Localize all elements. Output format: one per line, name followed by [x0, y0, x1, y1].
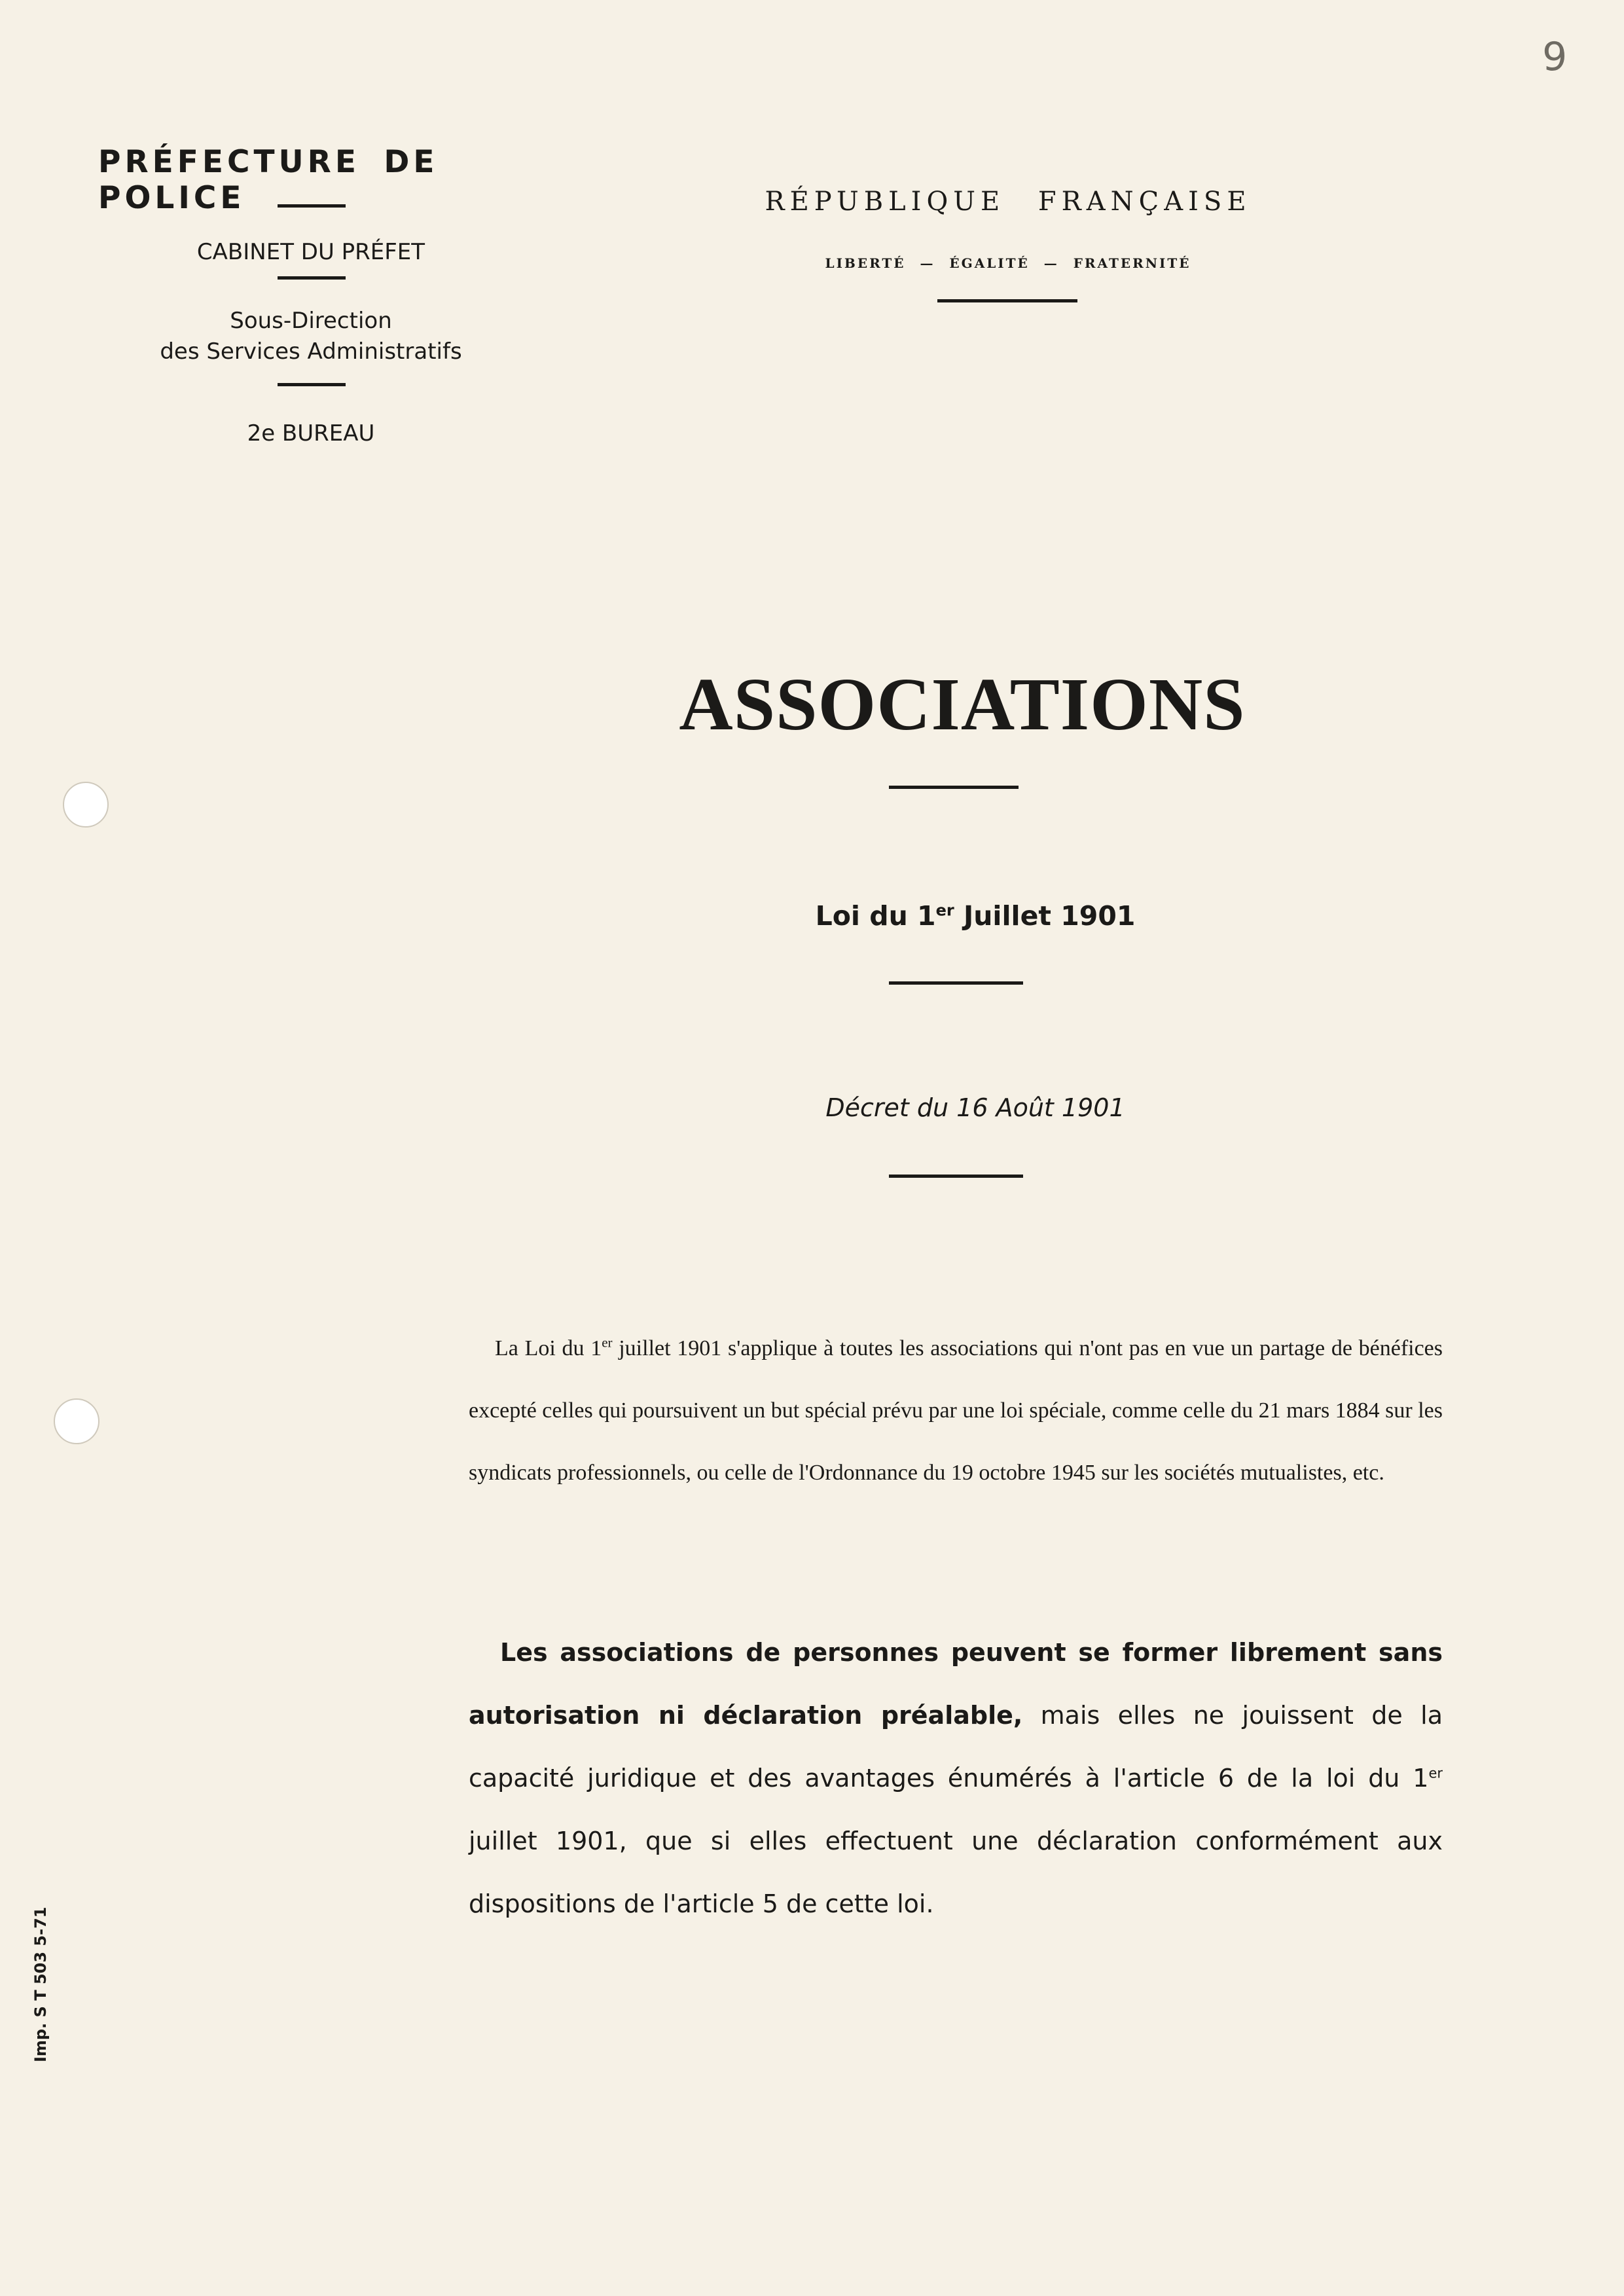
page-number: 9 [1542, 34, 1568, 80]
rule-under-decree [889, 1175, 1023, 1178]
rule-under-title [889, 786, 1019, 789]
cabinet-label: CABINET DU PRÉFET [196, 239, 425, 265]
devise-line: LIBERTÉ — ÉGALITÉ — FRATERNITÉ [825, 255, 1191, 271]
punch-hole-top [63, 782, 109, 828]
rule-under-devise [937, 299, 1077, 302]
imprint-code: Imp. S T 503 5-71 [31, 1906, 50, 2062]
paragraph1-text-a: La Loi du 1 [495, 1336, 602, 1360]
paragraph1-superscript: er [602, 1334, 613, 1351]
paragraph-scope [469, 1317, 1443, 1504]
rule-under-cabinet [278, 276, 346, 280]
bureau-label: 2e BUREAU [247, 420, 375, 446]
paragraph2-text-a: mais elles ne jouissent de la capacité juridique et des avantages énumérés à l'article 6 de la loi du 1 [469, 1701, 1443, 1793]
paragraph2-text-b: juillet 1901, que si elles effectuent une déclaration conformément aux dispositions de l'article 5 de cette loi. [469, 1827, 1443, 1918]
law-text-after: Juillet 1901 [954, 900, 1136, 932]
prefecture-title: PRÉFECTURE DE POLICE [98, 144, 439, 216]
rule-under-prefecture [278, 204, 346, 208]
sous-direction-line1: Sous-Direction [230, 308, 392, 334]
law-superscript: er [935, 901, 954, 920]
sous-direction-line2: des Services Administratifs [160, 338, 462, 365]
paragraph2-superscript: er [1428, 1765, 1443, 1781]
paragraph2-bold-text: Les associations de personnes peuvent se former librement sans autorisation ni déclaration préalable, [469, 1638, 1443, 1730]
law-subtitle [687, 900, 1263, 932]
decree-subtitle: Décret du 16 Août 1901 [825, 1093, 1125, 1122]
law-text-before: Loi du 1 [815, 900, 936, 932]
paragraph1-text-b: juillet 1901 s'applique à toutes les associations qui n'ont pas en vue un partage de bénéfices excepté celles qui poursuivent un but spécial prévu par une loi spéciale, comme celle du 21 mars 1884 sur les syndicats professionnels, ou celle de l'Ordonnance du 19 octobre 1945 sur les sociétés mutualistes, etc. [469, 1336, 1443, 1485]
republique-heading: RÉPUBLIQUE FRANÇAISE [765, 187, 1252, 217]
punch-hole-bottom [54, 1398, 99, 1444]
rule-under-sous-direction [278, 383, 346, 386]
rule-under-law [889, 981, 1023, 985]
main-title: ASSOCIATIONS [679, 663, 1246, 746]
paragraph-formation [469, 1621, 1443, 1935]
